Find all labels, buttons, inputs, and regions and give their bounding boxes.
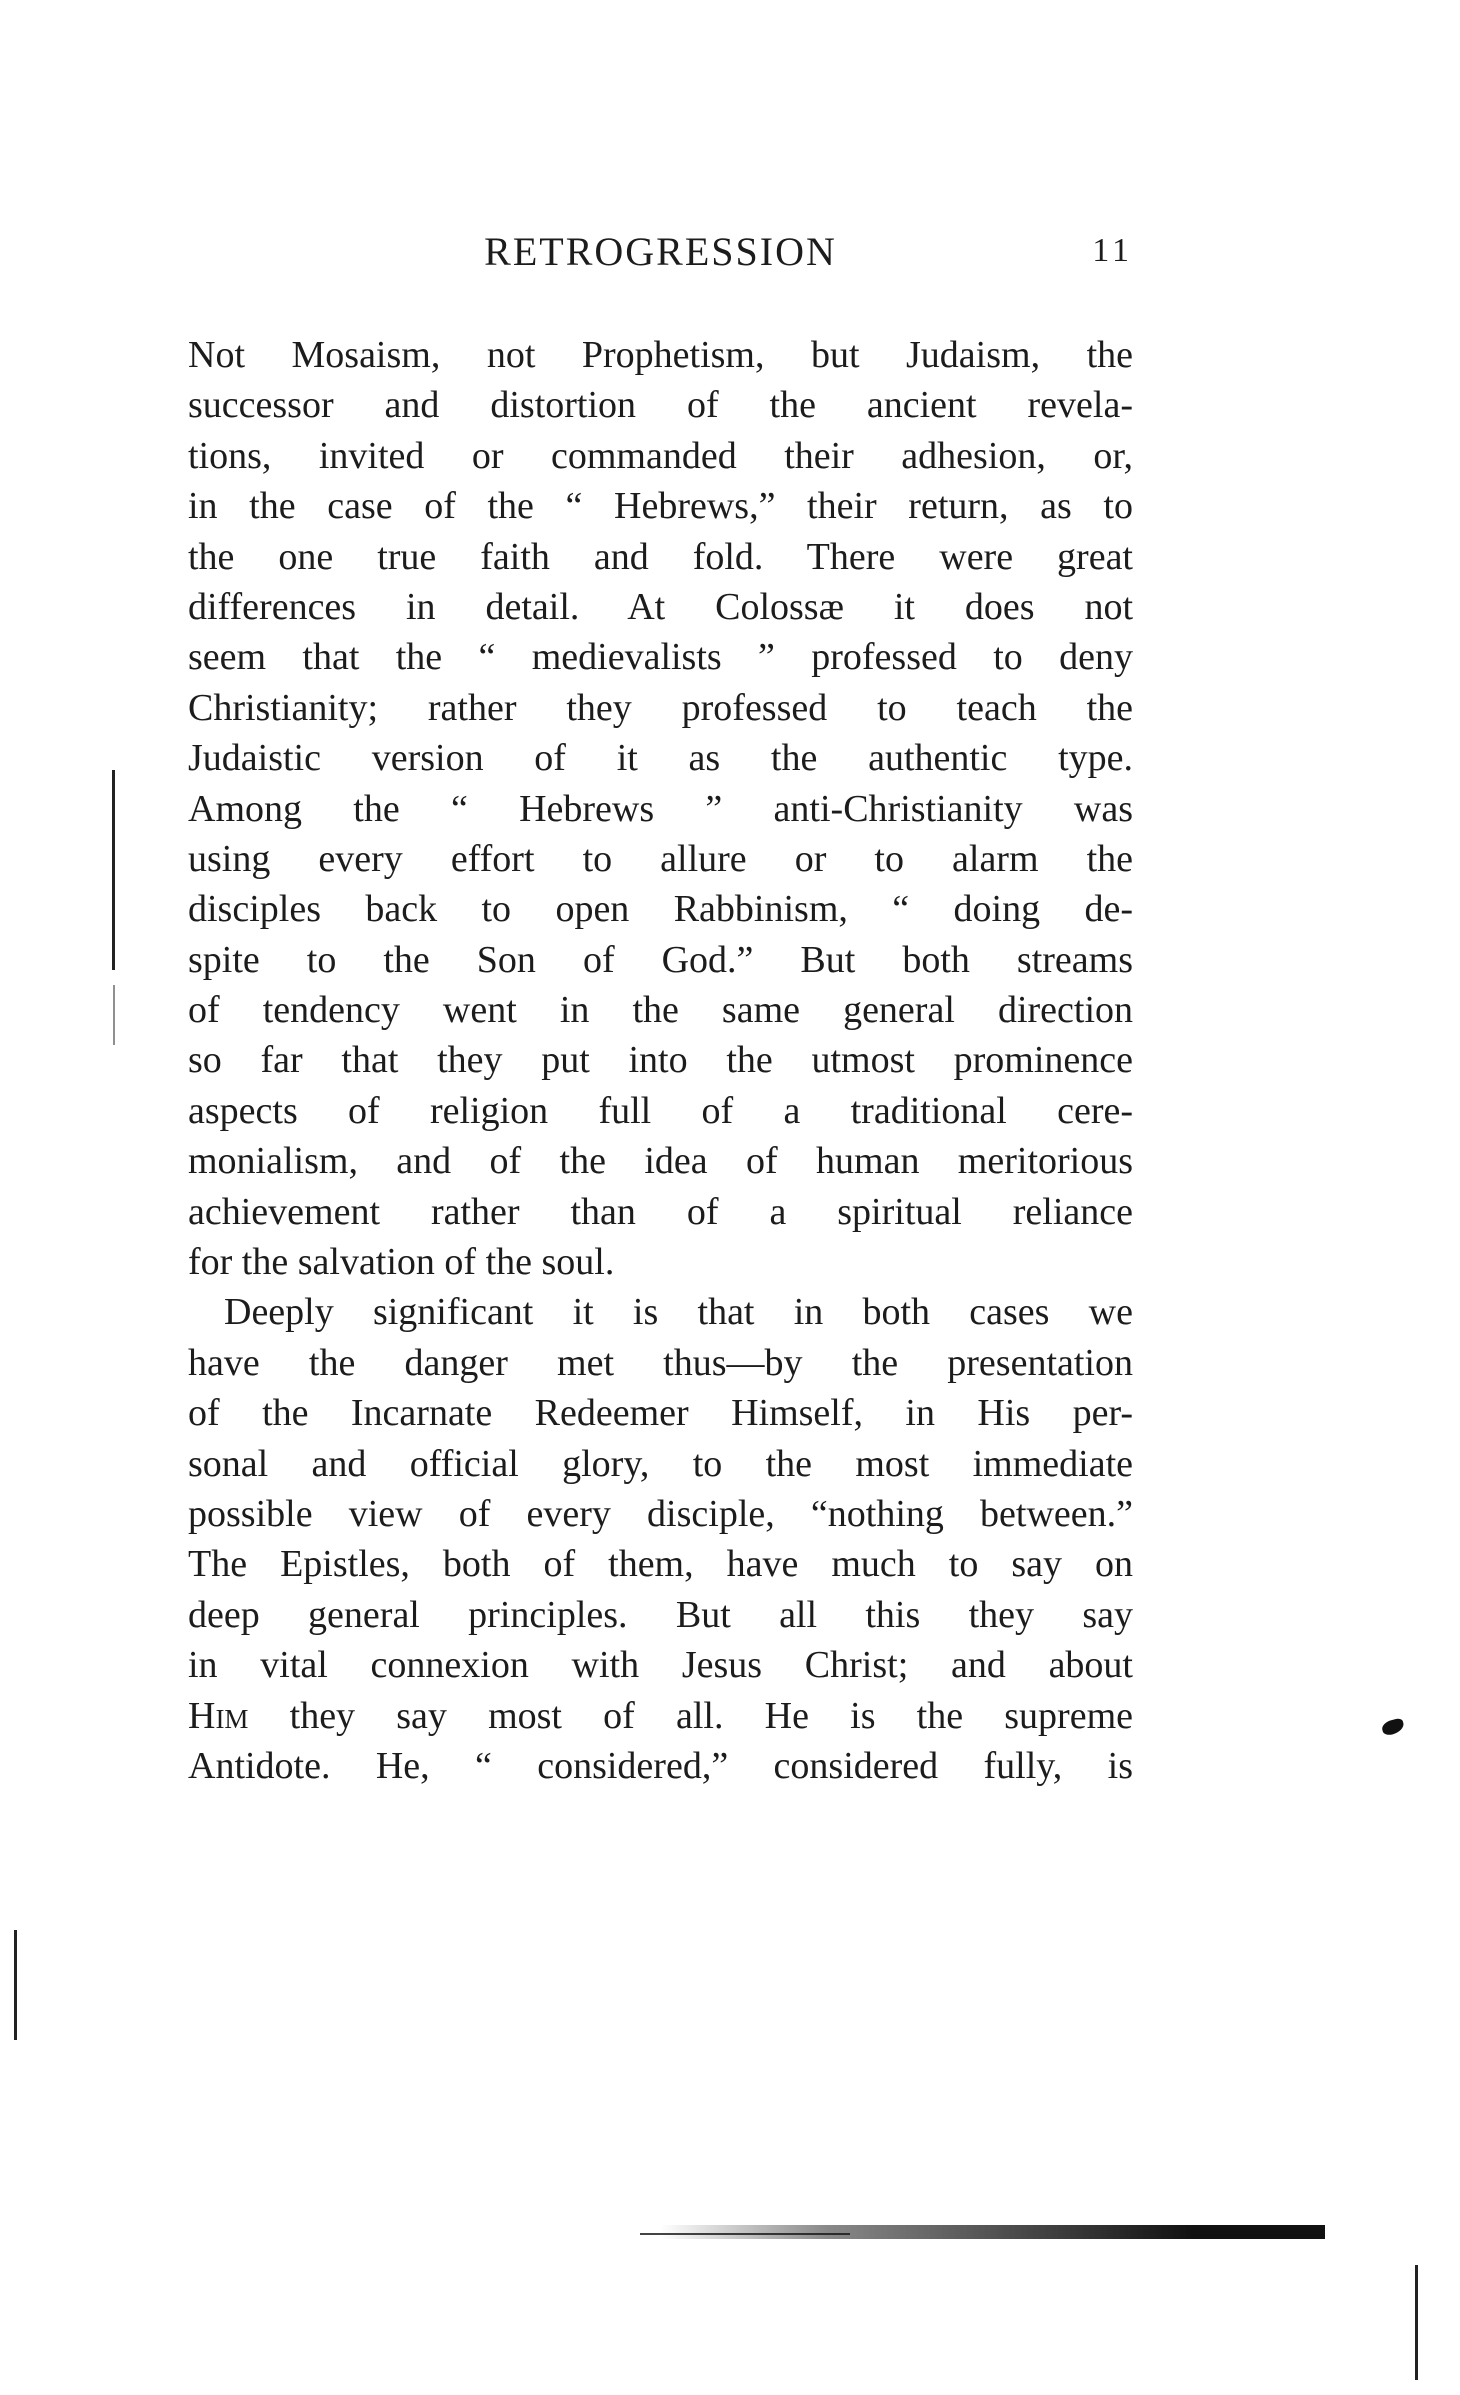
text-line: Antidote. He, “ considered,” considered fully, is <box>188 1744 1133 1787</box>
text-line: Him they say most of all. He is the supreme <box>188 1694 1133 1737</box>
margin-mark <box>112 770 115 970</box>
text-line: of the Incarnate Redeemer Himself, in His per- <box>188 1392 1133 1435</box>
small-caps-him: Him <box>188 1694 249 1737</box>
text-line: possible view of every disciple, “nothing between.” <box>188 1492 1133 1535</box>
text-line: The Epistles, both of them, have much to say on <box>188 1543 1133 1586</box>
text-line: monialism, and of the idea of human meritorious <box>188 1140 1133 1183</box>
margin-mark <box>113 985 115 1045</box>
scan-rule <box>660 2225 1325 2239</box>
margin-mark <box>14 1930 17 2040</box>
text-line: successor and distortion of the ancient revela- <box>188 384 1133 427</box>
text-line: in the case of the “ Hebrews,” their return, as to <box>188 485 1133 528</box>
page-number: 11 <box>1092 232 1133 269</box>
text-line: Not Mosaism, not Prophetism, but Judaism, the <box>188 334 1133 376</box>
running-title: RETROGRESSION <box>484 229 837 274</box>
text-line: Among the “ Hebrews ” anti-Christianity was <box>188 787 1133 830</box>
text-line: so far that they put into the utmost prominence <box>188 1039 1133 1082</box>
text-line: deep general principles. But all this they say <box>188 1593 1133 1636</box>
text-line: using every effort to allure or to alarm the <box>188 837 1133 880</box>
text-line: Judaistic version of it as the authentic type. <box>188 737 1133 780</box>
paragraph-end-line: for the salvation of the soul. <box>188 1241 615 1284</box>
ink-blot <box>1381 1717 1406 1736</box>
text-line: Christianity; rather they professed to teach the <box>188 686 1133 729</box>
text-line: sonal and official glory, to the most immediate <box>188 1442 1133 1485</box>
paragraph-start-line: Deeply significant it is that in both cases we <box>224 1291 1133 1334</box>
text-line: in vital connexion with Jesus Christ; and about <box>188 1644 1133 1687</box>
text-line: have the danger met thus—by the presentation <box>188 1341 1133 1384</box>
text-line: tions, invited or commanded their adhesion, or, <box>188 434 1133 477</box>
running-head <box>188 228 1133 288</box>
text-line: disciples back to open Rabbinism, “ doing de- <box>188 888 1133 931</box>
body-text <box>188 330 1133 1791</box>
text-line: the one true faith and fold. There were great <box>188 535 1133 578</box>
text-line: achievement rather than of a spiritual reliance <box>188 1190 1133 1233</box>
text-line: of tendency went in the same general direction <box>188 989 1133 1032</box>
text-line: spite to the Son of God.” But both streams <box>188 938 1133 981</box>
margin-mark <box>1415 2265 1418 2380</box>
text-line: differences in detail. At Colossæ it does not <box>188 585 1133 628</box>
text-line: seem that the “ medievalists ” professed to deny <box>188 636 1133 679</box>
text-line: aspects of religion full of a traditional cere- <box>188 1089 1133 1132</box>
